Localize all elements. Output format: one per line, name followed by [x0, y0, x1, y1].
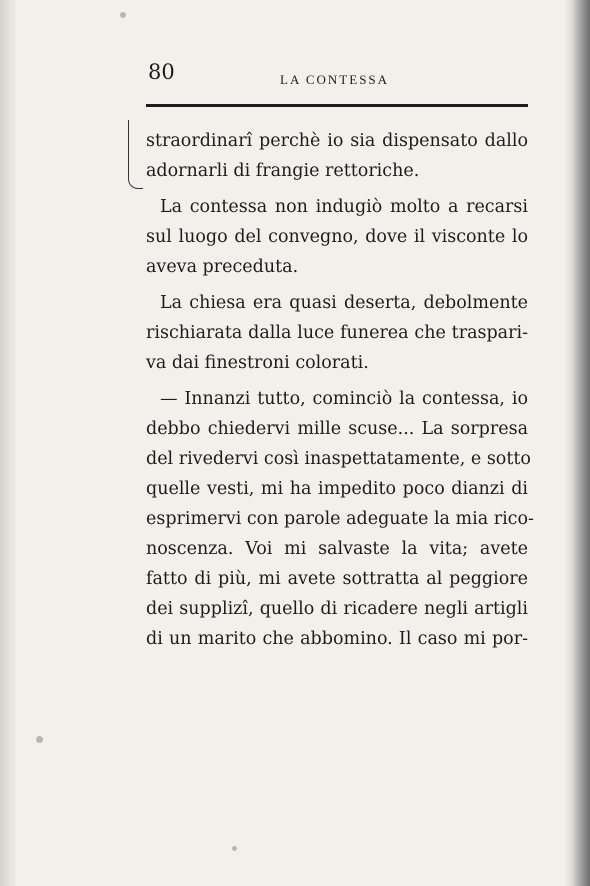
text-line: noscenza. Voi mi salvaste la vita; avete	[146, 539, 528, 559]
text-line: va dai finestroni colorati.	[146, 353, 369, 373]
text-line: del rivedervi così inaspettatamente, e sotto	[146, 449, 531, 469]
paragraph	[146, 288, 528, 378]
paragraph	[146, 192, 528, 282]
paper-speck	[36, 736, 43, 743]
text-line: rischiarata dalla luce funerea che traspari-	[146, 323, 528, 343]
page-number: 80	[148, 60, 175, 84]
header-rule	[146, 104, 528, 107]
text-line: straordinarî perchè io sia dispensato dallo	[146, 131, 528, 151]
body-text	[146, 126, 534, 660]
text-line: adornarli di frangie rettoriche.	[146, 161, 420, 181]
text-line: dei supplizî, quello di ricadere negli artigli	[146, 599, 528, 619]
paper-speck	[120, 12, 126, 18]
text-line: di un marito che abbomino. Il caso mi por-	[146, 629, 528, 649]
paragraph	[146, 126, 528, 186]
paper-speck	[232, 846, 237, 851]
text-line: fatto di più, mi avete sottratta al peggiore	[146, 569, 528, 589]
paragraph	[146, 384, 534, 654]
text-line: La chiesa era quasi deserta, debolmente	[160, 293, 528, 313]
text-line: debbo chiedervi mille scuse... La sorpresa	[146, 419, 528, 439]
text-line: aveva preceduta.	[146, 257, 299, 277]
running-title: LA CONTESSA	[280, 72, 390, 87]
text-line: esprimervi con parole adeguate la mia rico-	[146, 509, 534, 529]
text-line: sul luogo del convegno, dove il visconte lo	[146, 227, 528, 247]
page-edge-shadow	[564, 0, 590, 886]
text-line: La contessa non indugiò molto a recarsi	[160, 197, 528, 217]
margin-bracket-mark	[128, 120, 143, 189]
page-binding-shadow	[0, 0, 18, 886]
text-line: quelle vesti, mi ha impedito poco dianzi di	[146, 479, 528, 499]
text-line: — Innanzi tutto, cominciò la contessa, io	[160, 389, 528, 409]
page-header	[146, 60, 528, 94]
